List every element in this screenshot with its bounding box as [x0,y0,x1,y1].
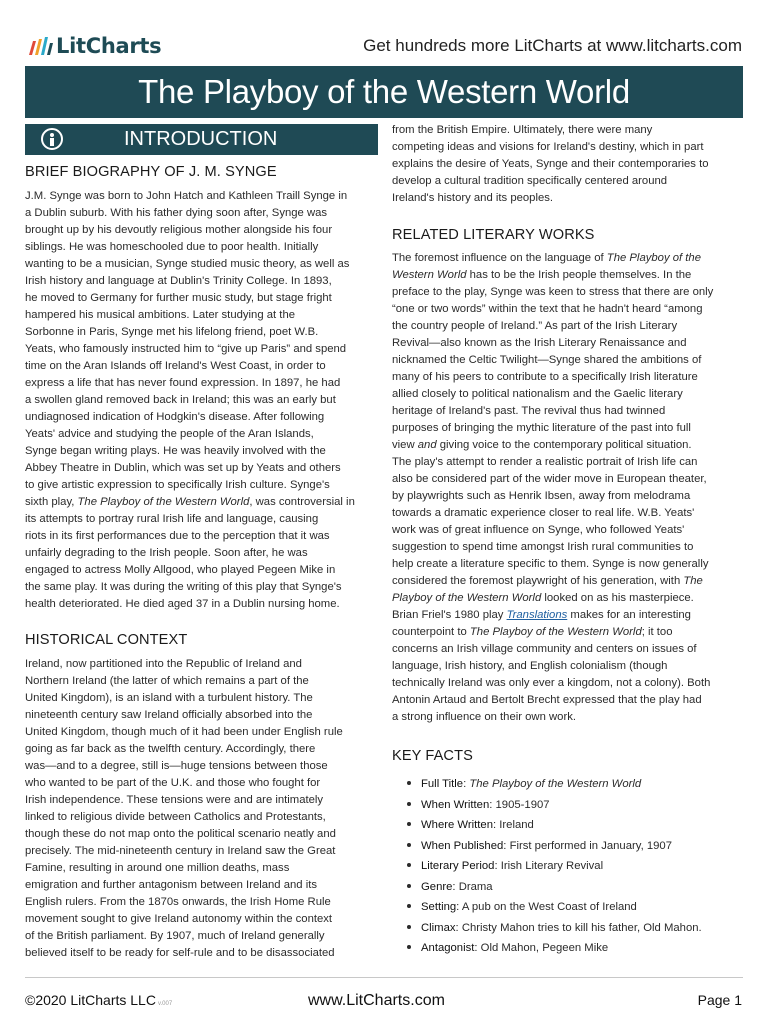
text-line: Brian Friel's 1980 play Translations makes for an interesting [392,609,691,621]
bullet-icon [407,843,411,847]
text-line: he moved to Germany for further music study, but stage fright [25,292,332,304]
text-line: United Kingdom, though much of it had been under English rule [25,726,343,738]
text-line: heritage of Ireland's past. The revival thus had twinned [392,405,666,417]
text-line: express a life that has never found expression. In 1897, he had [25,377,341,389]
text-line: Ireland, now partitioned into the Republic of Ireland and [25,658,302,670]
key-fact-item: Genre: Drama [407,879,493,896]
text-line: J.M. Synge was born to John Hatch and Kathleen Traill Synge in [25,190,348,202]
text-line: Yeats' advice and studying the people of the Aran Islands, [25,428,314,440]
text-line: wanting to be a musician, Synge studied music theory, as well as [25,258,350,270]
text-line: unfairly degrading to the Irish people. Soon after, he was [25,547,308,559]
text-line: Yeats, who famously instructed him to “give up Paris” and spend [25,343,347,355]
text-line: help create a literature specific to them. Synge is now generally [392,558,709,570]
text-line: purposes of bringing the mythic literature of the past into full [392,422,691,434]
text-line: emigration and further antagonism between Ireland and its [25,879,318,891]
text-line: English rulers. From the 1870s onwards, the Irish Home Rule [25,896,331,908]
bullet-icon [407,781,411,785]
key-fact-value: A pub on the West Coast of Ireland [461,901,637,913]
history-heading: HISTORICAL CONTEXT [25,632,188,648]
text-line: competing ideas and visions for Ireland's destiny, which in part [392,141,704,153]
text-line: siblings. He was homeschooled due to poor health. Initially [25,241,319,253]
key-fact-value: The Playboy of the Western World [469,778,642,790]
footer-divider [25,977,743,978]
text-line: Revival—also known as the Irish Literary Renaissance and [392,337,687,349]
bullet-icon [407,822,411,826]
text-line: explains the desire of Yeats, Synge and their contemporaries to [392,158,709,170]
key-facts-heading: KEY FACTS [392,748,473,764]
text-line: preface to the play, Synge was keen to stress that there are only [392,286,714,298]
bullet-icon [407,884,411,888]
copyright: ©2020 LitCharts LLC v.007 [25,992,173,1008]
key-fact-value: Christy Mahon tries to kill his father, Old Mahon. [461,921,702,934]
key-fact-label: When Written [421,798,490,811]
text-line: its attempts to portray rural Irish life and language, causing [25,513,319,525]
text-line: allied closely to political nationalism and the Gaelic literary [392,388,683,400]
key-fact-item: Literary Period: Irish Literary Revival [407,858,603,875]
bullet-icon [407,904,411,908]
bio-heading: BRIEF BIOGRAPHY OF J. M. SYNGE [25,164,277,180]
text-line: from the British Empire. Ultimately, there were many [392,124,653,136]
key-fact-item: When Published: First performed in January, 1907 [407,838,672,855]
key-fact-label: Climax [421,921,456,934]
introduction-label: INTRODUCTION [124,128,278,150]
related-heading: RELATED LITERARY WORKS [392,227,595,243]
key-fact-label: Literary Period [421,860,495,872]
text-line: a Dublin suburb. With his father dying soon after, Synge was [25,207,328,219]
text-line: engaged to actress Molly Allgood, who played Pegeen Mike in [25,564,336,576]
site-link[interactable]: www.LitCharts.com [308,992,445,1009]
text-line: towards a dramatic experience closer to real life. W.B. Yeats' [392,507,695,519]
text-line: counterpoint to The Playboy of the Western World; it too [392,626,673,638]
text-line: also be considered part of the wider move in European theater, [392,473,707,485]
text-line: Antonin Artaud and Bertolt Brecht expressed that the play had [392,694,702,706]
key-fact-value: 1905-1907 [495,798,550,811]
text-line: undiagnosed indication of Hodgkin's disease. After following [25,411,325,423]
key-fact-label: When Published [421,839,504,852]
litcharts-bars-icon [27,37,53,55]
page-number: Page 1 [697,992,742,1008]
text-line: brought up by his devoutly religious mother alongside his four [25,224,333,236]
bullet-icon [407,802,411,806]
text-line: Northern Ireland (the latter of which remains a part of the [25,675,309,687]
text-line: sixth play, The Playboy of the Western World, was controversial in [25,496,355,508]
text-line: Abbey Theatre in Dublin, which was set up by Yeats and others [25,462,341,474]
text-line: riots in its first performances due to the perception that it was [25,530,330,542]
key-fact-value: Drama [458,880,493,893]
text-line: health deteriorated. He died aged 37 in a Dublin nursing home. [25,598,340,610]
text-line: language, Irish history, and English colonialism (though [392,660,668,672]
text-line: to give artistic expression to specifically Irish culture. Synge's [25,479,330,491]
info-icon [41,128,63,150]
text-line: the country people of Ireland.” As part of the Irish Literary [392,320,678,332]
key-fact-item: Full Title: The Playboy of the Western World [407,776,641,793]
key-fact-value: Ireland [499,819,534,831]
text-line: of the British parliament. By 1907, much of Ireland generally [25,930,325,942]
text-line: The foremost influence on the language of The Playboy of the [392,252,701,264]
bullet-icon [407,863,411,867]
text-line: United Kingdom), is an island with a turbulent history. The [25,692,313,704]
text-line: Playboy of the Western World looked on as his masterpiece. [392,592,694,604]
text-line: Western World has to be the Irish people themselves. In the [392,269,692,281]
text-line: Irish independence. These tensions were and are intimately [25,794,324,806]
text-line: the same play. It was during the writing of this play that Synge's [25,581,342,593]
text-line: movement sought to give Ireland autonomy within the context [25,913,333,925]
title-banner [25,66,743,118]
version-label: v.007 [157,1001,173,1007]
translations-link[interactable]: Translations [506,609,568,621]
text-line: was—and to a degree, still is—huge tensions between those [25,760,328,772]
text-line: develop a cultural tradition specifically centered around [392,175,668,187]
key-fact-item: Antagonist: Old Mahon, Pegeen Mike [407,940,608,957]
introduction-banner [25,124,378,155]
text-line: “one or two words” within the text that he hadn't heard “among [392,303,703,315]
key-fact-label: Setting [421,901,457,913]
text-line: The play's attempt to render a realistic portrait of Irish life can [392,456,698,468]
document-title: The Playboy of the Western World [138,73,630,110]
key-fact-value: First performed in January, 1907 [509,839,672,852]
bullet-icon [407,945,411,949]
text-line: suggestion to spend time amongst Irish rural communities to [392,541,694,553]
key-fact-label: Where Written [421,819,493,831]
text-line: nicknamed the Celtic Twilight—Synge shared the ambitions of [392,354,702,366]
text-line: believed itself to be ready for self-rule and to be disassociated [25,947,335,959]
text-line: a strong influence on their own work. [392,711,576,723]
brand-name: LitCharts [56,34,162,58]
key-fact-item: Setting: A pub on the West Coast of Ireland [407,899,637,916]
key-fact-item: When Written: 1905-1907 [407,797,550,814]
key-fact-item: Climax: Christy Mahon tries to kill his father, Old Mahon. [407,920,702,937]
text-line: time on the Aran Islands off Ireland's West Coast, in order to [25,360,326,372]
key-fact-value: Old Mahon, Pegeen Mike [480,942,609,954]
key-fact-label: Antagonist [421,942,475,954]
tagline-link[interactable]: Get hundreds more LitCharts at www.litcharts.com [363,36,742,55]
text-line: view and giving voice to the contemporary political situation. [392,439,692,451]
text-line: who wanted to be part of the U.K. and those who fought for [25,777,321,789]
text-line: linked to religious divide between Catholics and Protestants, [25,811,326,823]
text-line: Synge began writing plays. He was heavily involved with the [25,445,326,457]
text-line: by playwrights such as Henrik Ibsen, away from melodrama [392,490,691,502]
text-line: a swollen gland removed back in Ireland; this was an early but [25,394,336,406]
key-fact-item: Where Written: Ireland [407,817,534,834]
text-line: Famine, resulting in around one million deaths, mass [25,862,290,874]
text-line: Ireland's history and its peoples. [392,192,554,204]
text-line: hampered his musical ambitions. Later studying at the [25,309,296,321]
key-fact-label: Genre [421,880,453,893]
text-line: technically Ireland was only ever a kingdom, not a colony). Both [392,677,711,689]
text-line: considered the foremost playwright of his generation, with The [392,575,703,587]
text-line: work was of great influence on Synge, who followed Yeats' [392,524,685,536]
text-line: nineteenth century saw Ireland officially absorbed into the [25,709,313,721]
text-line: precisely. The mid-nineteenth century in Ireland saw the Great [25,845,336,857]
bullet-icon [407,925,411,929]
text-line: going as far back as the twelfth century. Accordingly, there [25,743,316,755]
text-line: Irish history and language at Dublin's Trinity College. In 1893, [25,275,332,287]
key-fact-value: Irish Literary Revival [500,860,604,872]
text-line: though these do not map onto the political scenario neatly and [25,828,336,840]
text-line: concerns an Irish village community and centers on issues of [392,643,697,655]
brand-logo[interactable] [27,31,161,61]
text-line: many of his peers to contribute to a specifically Irish literature [392,371,698,383]
text-line: Sorbonne in Paris, Synge met his lifelong friend, poet W.B. [25,326,319,338]
key-fact-label: Full Title [421,778,464,790]
